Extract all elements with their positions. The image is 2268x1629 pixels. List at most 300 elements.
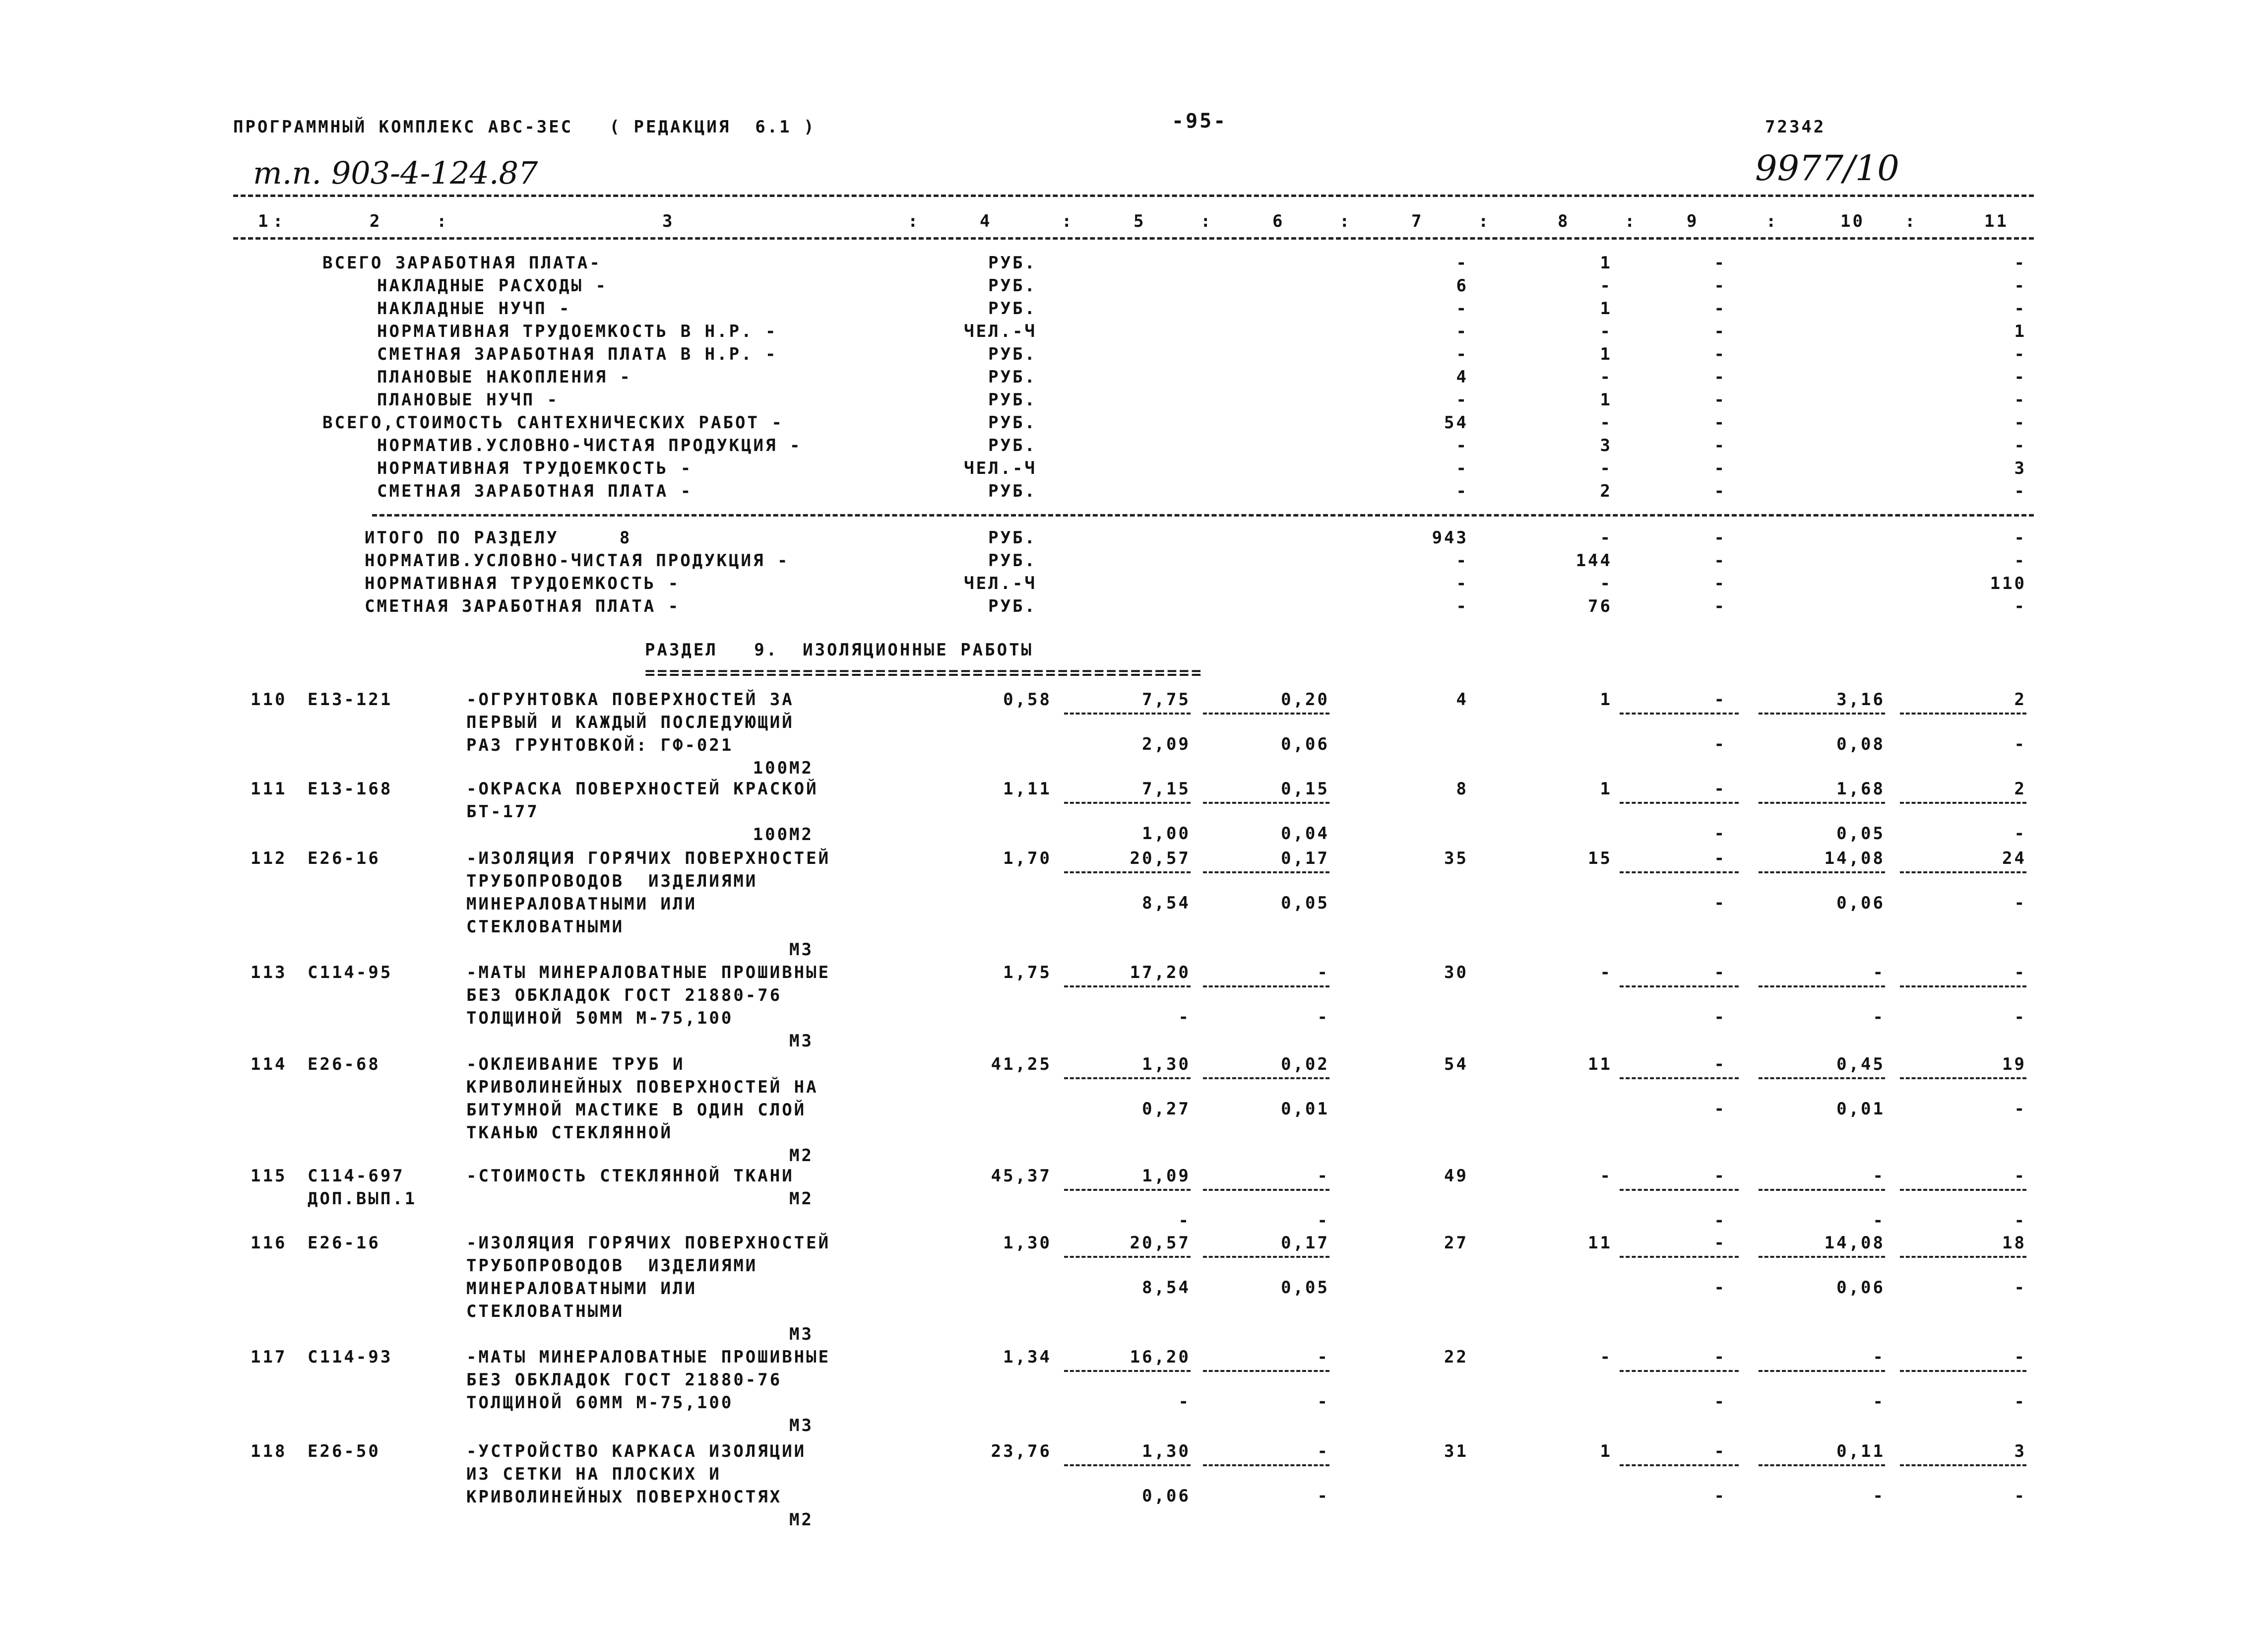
subtotal-rule	[1064, 802, 1191, 804]
item-col10-wage: 0,05	[1836, 824, 1885, 844]
item-col5: 16,20	[1130, 1347, 1191, 1367]
item-col10: 0,45	[1836, 1054, 1885, 1074]
item-col8: 11	[1588, 1233, 1612, 1253]
summary-col9: -	[1714, 322, 1726, 341]
column-separator: :	[437, 211, 449, 231]
item-description: -МАТЫ МИНЕРАЛОВАТНЫЕ ПРОШИВНЫЕ	[466, 1347, 831, 1367]
subtotal-rule	[1900, 802, 2026, 804]
summary-unit: РУБ.	[988, 390, 1037, 410]
item-col6-wage: -	[1317, 1007, 1329, 1027]
item-number: 110	[251, 690, 287, 710]
total-unit: РУБ.	[988, 528, 1037, 548]
item-col11: 18	[2002, 1233, 2026, 1253]
item-col6: -	[1317, 1441, 1329, 1461]
item-col6: 0,17	[1281, 1233, 1329, 1253]
item-col8: 1	[1600, 1441, 1612, 1461]
item-unit: М2	[789, 1510, 814, 1530]
subtotal-rule	[1620, 1370, 1739, 1372]
summary-col8: -	[1600, 276, 1612, 296]
item-col9-wage: -	[1714, 1007, 1726, 1027]
summary-col8: 2	[1600, 481, 1612, 501]
item-col5-wage: 1,00	[1142, 824, 1191, 844]
item-description: БТ-177	[466, 802, 539, 822]
item-col10: 3,16	[1836, 690, 1885, 710]
summary-unit: РУБ.	[988, 299, 1037, 319]
item-col9-wage: -	[1714, 893, 1726, 913]
total-col9: -	[1714, 528, 1726, 548]
column-separator: :	[1905, 211, 1917, 231]
subtotal-rule	[1759, 1370, 1885, 1372]
item-col4: 41,25	[991, 1054, 1052, 1074]
summary-col9: -	[1714, 413, 1726, 433]
item-col11-wage: -	[2014, 824, 2026, 844]
summary-label: СМЕТНАЯ ЗАРАБОТНАЯ ПЛАТА В Н.Р. -	[377, 344, 778, 364]
item-col6: 0,02	[1281, 1054, 1329, 1074]
subtotal-rule	[1620, 871, 1739, 873]
item-description: КРИВОЛИНЕЙНЫХ ПОВЕРХНОСТЕЙ НА	[466, 1077, 819, 1097]
item-description: -ОГРУНТОВКА ПОВЕРХНОСТЕЙ ЗА	[466, 690, 794, 710]
summary-label: ВСЕГО ЗАРАБОТНАЯ ПЛАТА-	[322, 253, 602, 273]
item-code: Е13-121	[308, 690, 393, 710]
column-number: 5	[1134, 211, 1146, 231]
subtotal-rule	[1064, 985, 1191, 987]
summary-col9: -	[1714, 481, 1726, 501]
item-code: Е13-168	[308, 779, 393, 799]
summary-col8: -	[1600, 413, 1612, 433]
summary-col11: -	[2014, 436, 2026, 456]
total-col8: -	[1600, 574, 1612, 593]
item-col8: 1	[1600, 779, 1612, 799]
item-col6-wage: 0,05	[1281, 893, 1329, 913]
item-col5: 17,20	[1130, 963, 1191, 982]
item-col10-wage: 0,06	[1836, 1278, 1885, 1298]
subtotal-rule	[1064, 1189, 1191, 1191]
header-rule-top	[233, 195, 2034, 197]
subtotal-rule	[1759, 1189, 1885, 1191]
item-col9-wage: -	[1714, 1486, 1726, 1506]
item-col7: 30	[1444, 963, 1468, 982]
item-col11-wage: -	[2014, 1211, 2026, 1231]
item-col6-wage: -	[1317, 1211, 1329, 1231]
summary-unit: ЧЕЛ.-Ч	[964, 322, 1037, 341]
column-separator: :	[1200, 211, 1213, 231]
item-col11-wage: -	[2014, 893, 2026, 913]
item-col6: -	[1317, 963, 1329, 982]
subtotal-rule	[1900, 1370, 2026, 1372]
item-col9-wage: -	[1714, 1278, 1726, 1298]
summary-col7: 6	[1456, 276, 1468, 296]
item-description: СТЕКЛОВАТНЫМИ	[466, 917, 625, 937]
summary-col8: 1	[1600, 344, 1612, 364]
item-col10-wage: 0,06	[1836, 893, 1885, 913]
subtotal-rule	[1759, 1077, 1885, 1079]
total-col11: -	[2014, 596, 2026, 616]
item-description: -СТОИМОСТЬ СТЕКЛЯННОЙ ТКАНИ	[466, 1166, 794, 1186]
item-col10: 0,11	[1836, 1441, 1885, 1461]
item-col8: 15	[1588, 848, 1612, 868]
item-col6: 0,17	[1281, 848, 1329, 868]
item-col9: -	[1714, 690, 1726, 710]
summary-unit: РУБ.	[988, 253, 1037, 273]
summary-col7: -	[1456, 390, 1468, 410]
subtotal-rule	[1900, 1256, 2026, 1258]
item-col5-wage: 0,27	[1142, 1099, 1191, 1119]
column-separator: :	[1339, 211, 1352, 231]
summary-col9: -	[1714, 344, 1726, 364]
summary-col9: -	[1714, 367, 1726, 387]
summary-col11: 3	[2014, 458, 2026, 478]
subtotal-rule	[1064, 1256, 1191, 1258]
total-unit: РУБ.	[988, 596, 1037, 616]
subtotal-rule	[1900, 985, 2026, 987]
item-number: 113	[251, 963, 287, 982]
column-separator: :	[1478, 211, 1491, 231]
item-col6-wage: 0,05	[1281, 1278, 1329, 1298]
subtotal-rule	[1064, 713, 1191, 715]
summary-col8: -	[1600, 322, 1612, 341]
summary-col11: -	[2014, 413, 2026, 433]
item-col9: -	[1714, 779, 1726, 799]
total-label: НОРМАТИВНАЯ ТРУДОЕМКОСТЬ -	[365, 574, 681, 593]
item-col10-wage: 0,08	[1836, 734, 1885, 754]
item-unit: М2	[789, 1189, 814, 1209]
item-code: Е26-16	[308, 848, 380, 868]
total-col7: -	[1456, 596, 1468, 616]
summary-col8: 1	[1600, 299, 1612, 319]
total-unit: ЧЕЛ.-Ч	[964, 574, 1037, 593]
item-col11-wage: -	[2014, 1099, 2026, 1119]
item-col7: 4	[1456, 690, 1468, 710]
total-col9: -	[1714, 596, 1726, 616]
item-col10: -	[1873, 1347, 1885, 1367]
item-col9-wage: -	[1714, 734, 1726, 754]
item-col6: 0,15	[1281, 779, 1329, 799]
column-number: 1	[258, 211, 270, 231]
subtotal-rule	[1900, 1189, 2026, 1191]
item-col8: -	[1600, 1166, 1612, 1186]
summary-label: НОРМАТИВНАЯ ТРУДОЕМКОСТЬ В Н.Р. -	[377, 322, 778, 341]
summary-col7: -	[1456, 322, 1468, 341]
item-number: 116	[251, 1233, 287, 1253]
page-number: -95-	[1172, 110, 1228, 132]
item-col7: 22	[1444, 1347, 1468, 1367]
item-col10-wage: 0,01	[1836, 1099, 1885, 1119]
item-col5: 1,30	[1142, 1441, 1191, 1461]
total-col9: -	[1714, 574, 1726, 593]
item-col5: 20,57	[1130, 848, 1191, 868]
column-separator: :	[273, 211, 285, 231]
subtotal-rule	[1203, 802, 1329, 804]
subtotal-rule	[1759, 985, 1885, 987]
subtotal-rule	[1759, 871, 1885, 873]
column-number: 10	[1840, 211, 1865, 231]
item-unit: 100М2	[753, 758, 814, 778]
item-col11: 24	[2002, 848, 2026, 868]
summary-col11: 1	[2014, 322, 2026, 341]
item-col10-wage: -	[1873, 1007, 1885, 1027]
item-col11: -	[2014, 963, 2026, 982]
item-col10: -	[1873, 1166, 1885, 1186]
section-title: РАЗДЕЛ 9. ИЗОЛЯЦИОННЫЕ РАБОТЫ	[645, 640, 1034, 660]
subtotal-rule	[1900, 871, 2026, 873]
item-col9-wage: -	[1714, 1392, 1726, 1412]
item-col9: -	[1714, 1347, 1726, 1367]
item-description: СТЕКЛОВАТНЫМИ	[466, 1302, 625, 1321]
summary-col7: -	[1456, 344, 1468, 364]
item-col11-wage: -	[2014, 1486, 2026, 1506]
summary-col9: -	[1714, 299, 1726, 319]
item-col4: 1,34	[1003, 1347, 1052, 1367]
column-number: 6	[1272, 211, 1285, 231]
item-col10-wage: -	[1873, 1392, 1885, 1412]
item-col4: 1,11	[1003, 779, 1052, 799]
item-col6-wage: 0,06	[1281, 734, 1329, 754]
summary-col9: -	[1714, 253, 1726, 273]
summary-col7: 4	[1456, 367, 1468, 387]
item-col5-wage: 8,54	[1142, 1278, 1191, 1298]
project-number: т.п. 903-4-124.87	[253, 155, 538, 191]
summary-unit: РУБ.	[988, 367, 1037, 387]
subtotal-rule	[1064, 1464, 1191, 1466]
total-col11: 110	[1990, 574, 2026, 593]
summary-col7: -	[1456, 481, 1468, 501]
subtotal-rule	[1620, 1256, 1739, 1258]
subtotal-rule	[1203, 985, 1329, 987]
subtotal-rule	[1203, 1256, 1329, 1258]
item-unit: М3	[789, 1416, 814, 1435]
summary-label: ПЛАНОВЫЕ НУЧП -	[377, 390, 560, 410]
item-code: Е26-16	[308, 1233, 380, 1253]
item-col11-wage: -	[2014, 1392, 2026, 1412]
column-separator: :	[908, 211, 920, 231]
item-description: БЕЗ ОБКЛАДОК ГОСТ 21880-76	[466, 1370, 782, 1390]
item-col6: 0,20	[1281, 690, 1329, 710]
summary-unit: ЧЕЛ.-Ч	[964, 458, 1037, 478]
item-col11: 19	[2002, 1054, 2026, 1074]
summary-col9: -	[1714, 390, 1726, 410]
item-col6-wage: 0,04	[1281, 824, 1329, 844]
sheet-number: 9977/10	[1755, 148, 1899, 189]
subtotal-rule	[1620, 1189, 1739, 1191]
item-col10: 1,68	[1836, 779, 1885, 799]
item-col11-wage: -	[2014, 734, 2026, 754]
item-col5-wage: 0,06	[1142, 1486, 1191, 1506]
summary-col11: -	[2014, 344, 2026, 364]
summary-label: НАКЛАДНЫЕ РАСХОДЫ -	[377, 276, 608, 296]
column-separator: :	[1766, 211, 1778, 231]
summary-label: ПЛАНОВЫЕ НАКОПЛЕНИЯ -	[377, 367, 632, 387]
summary-unit: РУБ.	[988, 276, 1037, 296]
item-description: КРИВОЛИНЕЙНЫХ ПОВЕРХНОСТЯХ	[466, 1487, 782, 1507]
item-col9: -	[1714, 963, 1726, 982]
item-col7: 35	[1444, 848, 1468, 868]
item-col9: -	[1714, 848, 1726, 868]
item-description: -ОКЛЕИВАНИЕ ТРУБ И	[466, 1054, 685, 1074]
item-col6: -	[1317, 1347, 1329, 1367]
item-col9-wage: -	[1714, 1211, 1726, 1231]
item-description: -ОКРАСКА ПОВЕРХНОСТЕЙ КРАСКОЙ	[466, 779, 819, 799]
column-number: 9	[1687, 211, 1699, 231]
subtotal-rule	[1203, 871, 1329, 873]
column-number: 3	[662, 211, 675, 231]
total-col7: -	[1456, 551, 1468, 571]
item-col9-wage: -	[1714, 1099, 1726, 1119]
subtotal-rule	[1759, 1464, 1885, 1466]
total-unit: РУБ.	[988, 551, 1037, 571]
document-code: 72342	[1765, 117, 1826, 137]
item-code: С114-93	[308, 1347, 393, 1367]
summary-separator	[372, 514, 2034, 517]
summary-col11: -	[2014, 276, 2026, 296]
item-description: -ИЗОЛЯЦИЯ ГОРЯЧИХ ПОВЕРХНОСТЕЙ	[466, 848, 831, 868]
subtotal-rule	[1064, 1077, 1191, 1079]
total-col9: -	[1714, 551, 1726, 571]
item-col10-wage: -	[1873, 1211, 1885, 1231]
subtotal-rule	[1620, 802, 1739, 804]
section-underline: ==============================================	[645, 663, 1203, 683]
item-description: -МАТЫ МИНЕРАЛОВАТНЫЕ ПРОШИВНЫЕ	[466, 963, 831, 982]
item-col7: 54	[1444, 1054, 1468, 1074]
item-description: -ИЗОЛЯЦИЯ ГОРЯЧИХ ПОВЕРХНОСТЕЙ	[466, 1233, 831, 1253]
item-description: ТРУБОПРОВОДОВ ИЗДЕЛИЯМИ	[466, 1256, 758, 1276]
item-col9: -	[1714, 1233, 1726, 1253]
summary-col7: -	[1456, 299, 1468, 319]
total-col8: -	[1600, 528, 1612, 548]
item-description: БЕЗ ОБКЛАДОК ГОСТ 21880-76	[466, 985, 782, 1005]
summary-unit: РУБ.	[988, 436, 1037, 456]
item-col5: 1,30	[1142, 1054, 1191, 1074]
summary-label: ВСЕГО,СТОИМОСТЬ САНТЕХНИЧЕСКИХ РАБОТ -	[322, 413, 784, 433]
summary-label: НАКЛАДНЫЕ НУЧП -	[377, 299, 571, 319]
item-description: ПЕРВЫЙ И КАЖДЫЙ ПОСЛЕДУЮЩИЙ	[466, 713, 794, 732]
total-label: ИТОГО ПО РАЗДЕЛУ 8	[365, 528, 632, 548]
item-number: 112	[251, 848, 287, 868]
item-col8: 1	[1600, 690, 1612, 710]
subtotal-rule	[1900, 1077, 2026, 1079]
summary-col8: 1	[1600, 390, 1612, 410]
item-col10: 14,08	[1824, 1233, 1885, 1253]
item-unit: М3	[789, 1031, 814, 1051]
item-description: МИНЕРАЛОВАТНЫМИ ИЛИ	[466, 1279, 697, 1299]
subtotal-rule	[1203, 1077, 1329, 1079]
subtotal-rule	[1759, 802, 1885, 804]
summary-col9: -	[1714, 458, 1726, 478]
item-col6: -	[1317, 1166, 1329, 1186]
subtotal-rule	[1900, 1464, 2026, 1466]
summary-col9: -	[1714, 276, 1726, 296]
column-number: 8	[1558, 211, 1570, 231]
subtotal-rule	[1203, 1370, 1329, 1372]
subtotal-rule	[1900, 713, 2026, 715]
item-col10: 14,08	[1824, 848, 1885, 868]
item-col4: 1,70	[1003, 848, 1052, 868]
item-col6-wage: -	[1317, 1486, 1329, 1506]
item-col5-wage: -	[1178, 1211, 1191, 1231]
item-col5-wage: -	[1178, 1007, 1191, 1027]
item-col5-wage: -	[1178, 1392, 1191, 1412]
total-col8: 144	[1575, 551, 1612, 571]
column-number: 4	[980, 211, 992, 231]
item-code-extra: ДОП.ВЫП.1	[308, 1189, 417, 1209]
column-number: 11	[1984, 211, 2009, 231]
total-label: СМЕТНАЯ ЗАРАБОТНАЯ ПЛАТА -	[365, 596, 681, 616]
total-label: НОРМАТИВ.УСЛОВНО-ЧИСТАЯ ПРОДУКЦИЯ -	[365, 551, 790, 571]
item-col9: -	[1714, 1054, 1726, 1074]
summary-col7: -	[1456, 436, 1468, 456]
subtotal-rule	[1620, 985, 1739, 987]
item-col11-wage: -	[2014, 1007, 2026, 1027]
item-col11: 3	[2014, 1441, 2026, 1461]
summary-col11: -	[2014, 481, 2026, 501]
summary-label: СМЕТНАЯ ЗАРАБОТНАЯ ПЛАТА -	[377, 481, 693, 501]
summary-label: НОРМАТИВ.УСЛОВНО-ЧИСТАЯ ПРОДУКЦИЯ -	[377, 436, 802, 456]
summary-col7: -	[1456, 458, 1468, 478]
item-col5: 7,15	[1142, 779, 1191, 799]
item-code: С114-95	[308, 963, 393, 982]
item-col8: -	[1600, 1347, 1612, 1367]
summary-col11: -	[2014, 390, 2026, 410]
summary-unit: РУБ.	[988, 344, 1037, 364]
total-col11: -	[2014, 551, 2026, 571]
item-description: ТКАНЬЮ СТЕКЛЯННОЙ	[466, 1123, 673, 1143]
summary-col11: -	[2014, 299, 2026, 319]
subtotal-rule	[1759, 713, 1885, 715]
summary-col7: 54	[1444, 413, 1468, 433]
item-col5-wage: 8,54	[1142, 893, 1191, 913]
column-number: 2	[370, 211, 382, 231]
summary-col8: 3	[1600, 436, 1612, 456]
item-col10-wage: -	[1873, 1486, 1885, 1506]
column-number: 7	[1411, 211, 1424, 231]
item-col7: 8	[1456, 779, 1468, 799]
subtotal-rule	[1064, 1370, 1191, 1372]
item-col10: -	[1873, 963, 1885, 982]
item-col5: 7,75	[1142, 690, 1191, 710]
summary-col8: 1	[1600, 253, 1612, 273]
item-unit: М3	[789, 940, 814, 960]
subtotal-rule	[1620, 713, 1739, 715]
item-col7: 27	[1444, 1233, 1468, 1253]
item-code: С114-697	[308, 1166, 405, 1186]
item-col4: 1,75	[1003, 963, 1052, 982]
total-col8: 76	[1588, 596, 1612, 616]
item-description: БИТУМНОЙ МАСТИКЕ В ОДИН СЛОЙ	[466, 1100, 807, 1120]
subtotal-rule	[1620, 1077, 1739, 1079]
summary-col8: -	[1600, 367, 1612, 387]
item-col9: -	[1714, 1166, 1726, 1186]
item-col11: -	[2014, 1347, 2026, 1367]
item-code: Е26-50	[308, 1441, 380, 1461]
item-col4: 0,58	[1003, 690, 1052, 710]
summary-col11: -	[2014, 253, 2026, 273]
subtotal-rule	[1759, 1256, 1885, 1258]
item-col8: -	[1600, 963, 1612, 982]
item-col9-wage: -	[1714, 824, 1726, 844]
total-col11: -	[2014, 528, 2026, 548]
header-rule-bottom	[233, 237, 2034, 240]
item-description: ИЗ СЕТКИ НА ПЛОСКИХ И	[466, 1464, 721, 1484]
item-col11: 2	[2014, 690, 2026, 710]
item-col11-wage: -	[2014, 1278, 2026, 1298]
summary-col7: -	[1456, 253, 1468, 273]
item-col5: 1,09	[1142, 1166, 1191, 1186]
item-description: ТОЛЩИНОЙ 50ММ М-75,100	[466, 1008, 734, 1028]
summary-label: НОРМАТИВНАЯ ТРУДОЕМКОСТЬ -	[377, 458, 693, 478]
subtotal-rule	[1203, 1464, 1329, 1466]
item-description: РАЗ ГРУНТОВКОЙ: ГФ-021	[466, 735, 734, 755]
item-unit: 100М2	[753, 825, 814, 845]
program-header: ПРОГРАММНЫЙ КОМПЛЕКС АВС-ЗЕС ( РЕДАКЦИЯ 6.1 )	[233, 117, 816, 137]
